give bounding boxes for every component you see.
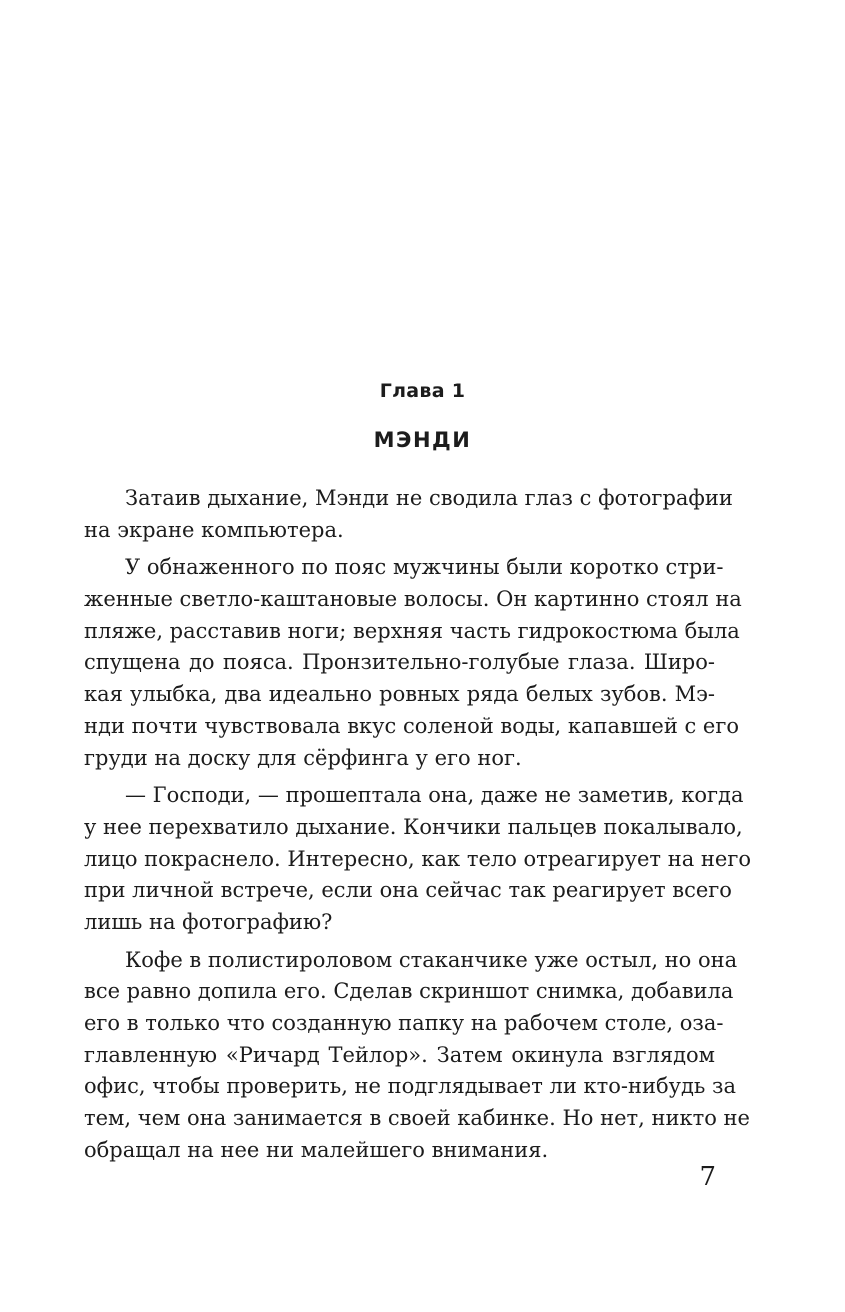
text-line: у нее перехватило дыхание. Кончики пальцев покалывало, (84, 814, 743, 839)
text-line: на экране компьютера. (84, 517, 344, 542)
text-line: спущена до пояса. Пронзительно-голубые глаза. Широ- (84, 650, 715, 675)
text-line: кая улыбка, два идеально ровных ряда белых зубов. Мэ- (84, 682, 715, 707)
chapter-number: Глава 1 (379, 380, 466, 402)
text-line: У обнаженного по пояс мужчины были коротко стри- (125, 555, 724, 580)
page-number: 7 (699, 1162, 716, 1192)
chapter-body (84, 483, 751, 1172)
text-line: лицо покраснело. Интересно, как тело отреагирует на него (84, 846, 751, 871)
paragraph (84, 552, 742, 774)
text-line: Затаив дыхание, Мэнди не сводила глаз с фотографии (125, 486, 733, 510)
text-line: пляже, расставив ноги; верхняя часть гидрокостюма была (84, 618, 740, 643)
text-line: офис, чтобы проверить, не подглядывает ли кто-нибудь за (84, 1074, 737, 1099)
text-line: груди на доску для сёрфинга у его ног. (84, 745, 522, 770)
paragraph (84, 483, 733, 546)
text-line: его в только что созданную папку на рабочем столе, оза- (84, 1011, 724, 1035)
text-line: все равно допила его. Сделав скриншот снимка, добавила (84, 979, 734, 1004)
chapter-title: МЭНДИ (373, 428, 472, 452)
paragraph (84, 945, 750, 1167)
paragraph (84, 780, 751, 938)
text-line: главленную «Ричард Тейлор». Затем окинула взглядом (84, 1042, 715, 1067)
text-line: лишь на фотографию? (84, 909, 333, 934)
text-line: женные светло-каштановые волосы. Он картинно стоял на (84, 587, 742, 612)
text-line: тем, чем она занимается в своей кабинке. Но нет, никто не (84, 1106, 750, 1131)
text-line: нди почти чувствовала вкус соленой воды, капавшей с его (84, 713, 739, 738)
text-line: обращал на нее ни малейшего внимания. (84, 1137, 549, 1162)
text-line: — Господи, — прошептала она, даже не заметив, когда (125, 783, 744, 808)
text-line: Кофе в полистироловом стаканчике уже остыл, но она (125, 947, 738, 972)
text-line: при личной встрече, если она сейчас так реагирует всего (84, 878, 732, 903)
